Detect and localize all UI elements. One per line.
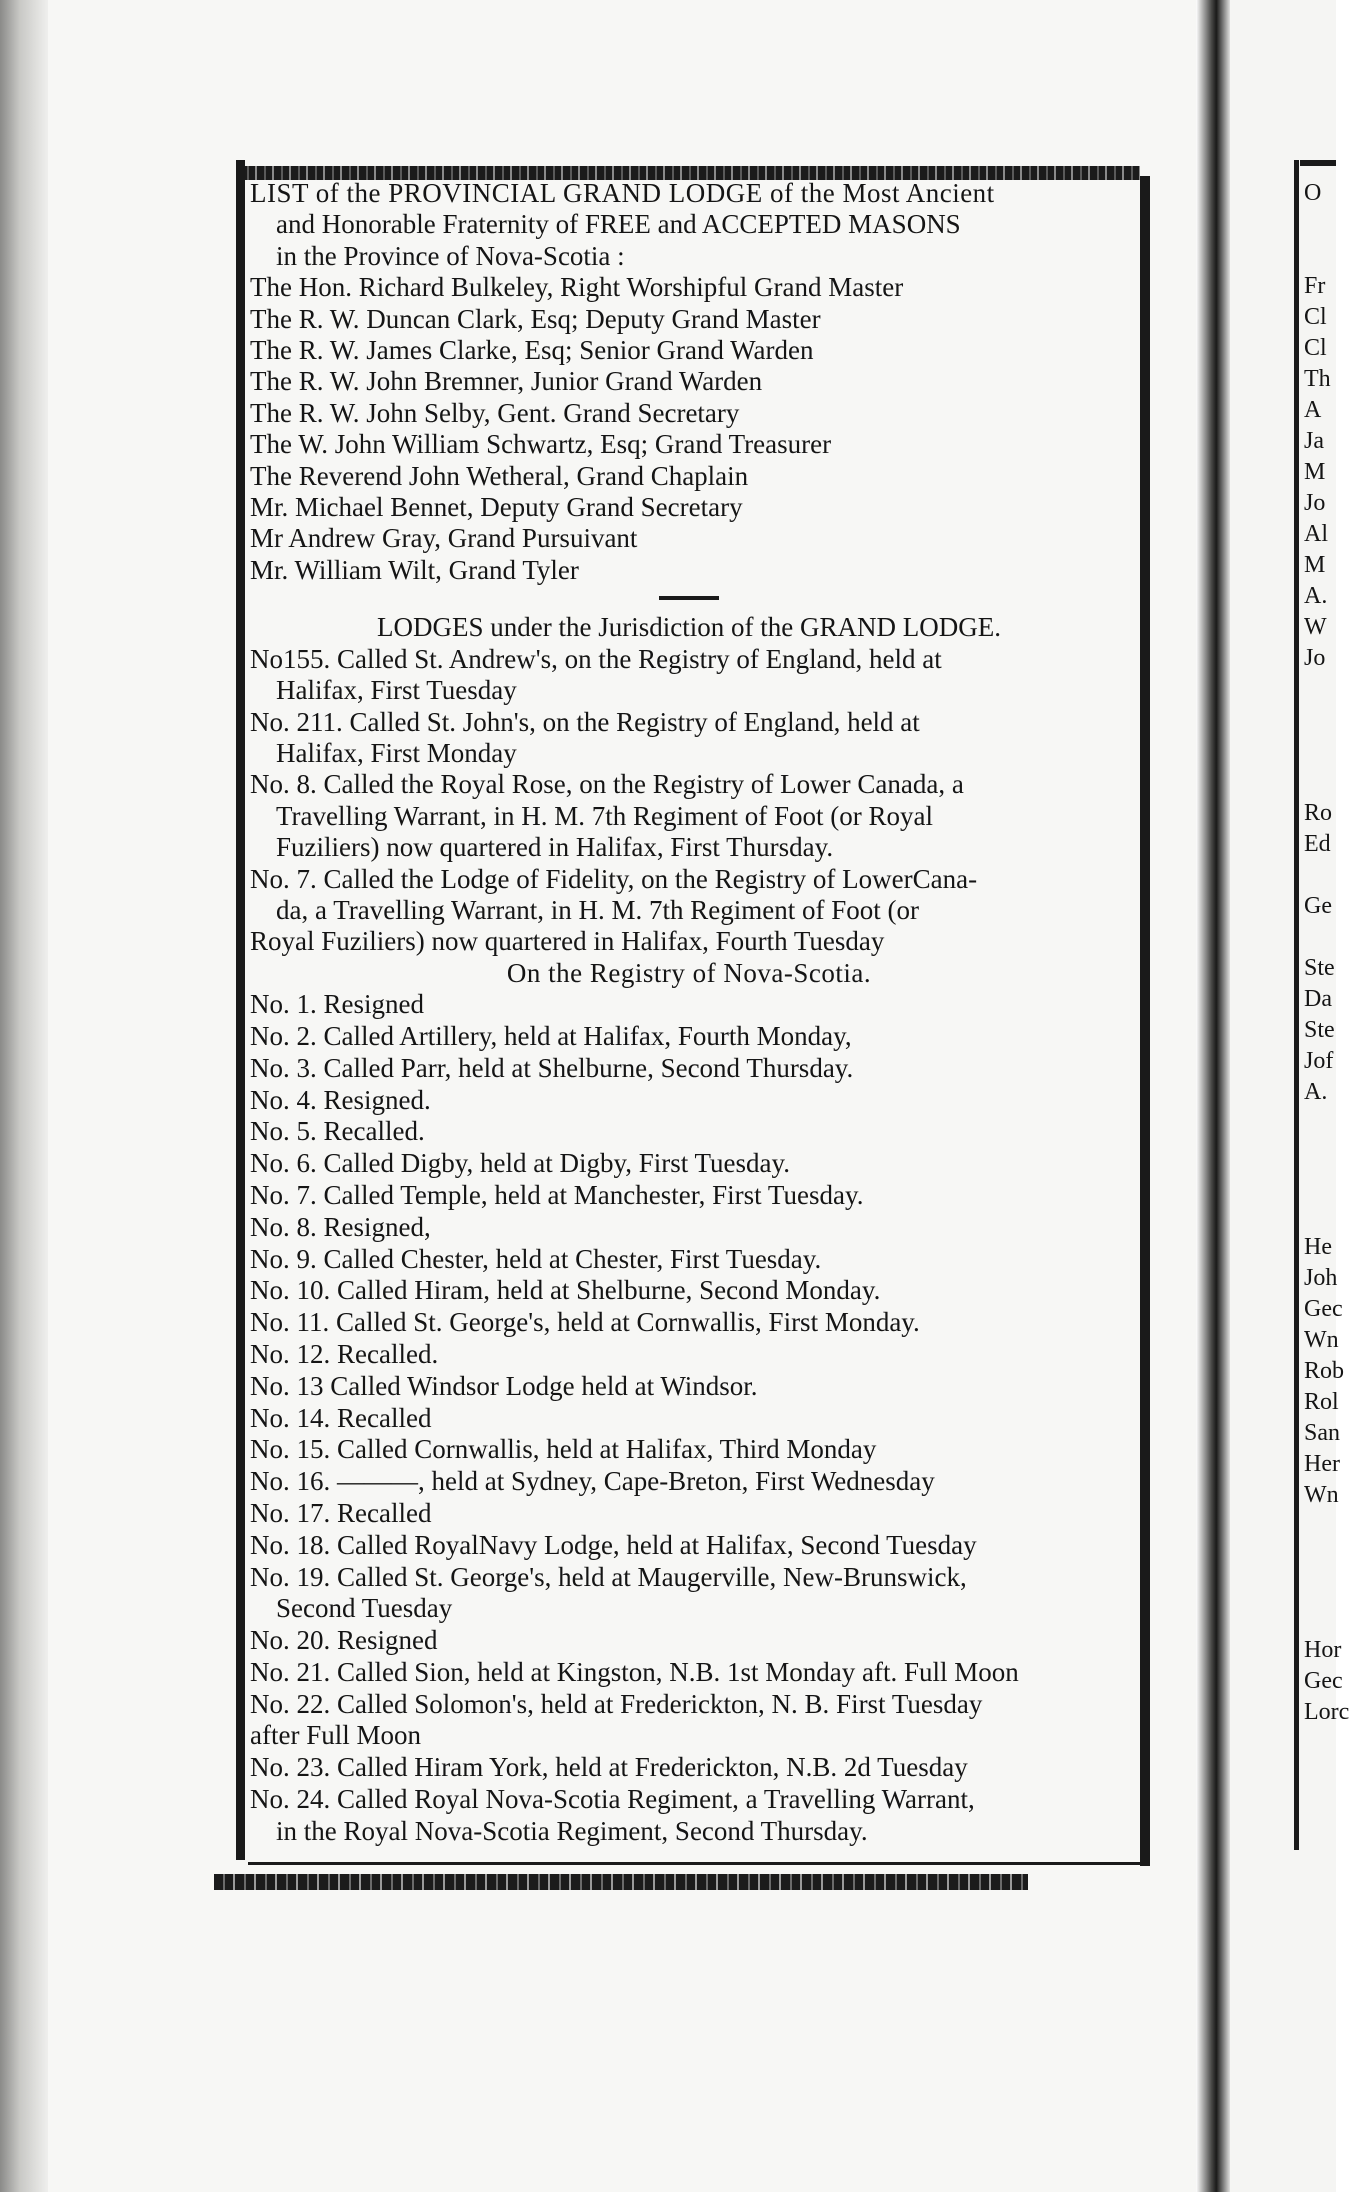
page-left-shadow <box>0 0 50 2192</box>
officer-entry: The R. W. John Selby, Gent. Grand Secretary <box>250 397 740 428</box>
lodge-entry-cont: Halifax, First Tuesday <box>276 675 517 706</box>
adjacent-page-line: Her <box>1304 1451 1340 1477</box>
adjacent-page-line <box>1304 1604 1336 1635</box>
lodge-entry: No. 10. Called Hiram, held at Shelburne, Second Monday. <box>250 1275 881 1306</box>
adjacent-page-line <box>1304 1542 1336 1573</box>
adjacent-page-line: Jo <box>1304 490 1326 516</box>
adjacent-page-line: San <box>1304 1420 1340 1446</box>
adjacent-page-line: Wn <box>1304 1327 1339 1353</box>
adjacent-page-line <box>1304 1201 1336 1232</box>
adjacent-page-line: Jo <box>1304 645 1326 671</box>
adjacent-page-line: Gec <box>1304 1296 1343 1322</box>
adjacent-page-line <box>1304 1170 1336 1201</box>
adjacent-page-frame <box>1294 160 1299 1850</box>
lodge-entry-cont: Fuziliers) now quartered in Halifax, First Thursday. <box>276 832 834 863</box>
lodge-entry: No. 4. Resigned. <box>250 1084 431 1115</box>
lodges-heading: LODGES under the Jurisdiction of the GRAND LODGE. <box>377 612 1001 643</box>
adjacent-page-line: Ste <box>1304 1017 1335 1043</box>
adjacent-page-line: Th <box>1304 366 1331 392</box>
lodge-entry: No. 6. Called Digby, held at Digby, First Tuesday. <box>250 1148 790 1179</box>
document-header <box>250 178 1128 272</box>
lodge-entry: No. 18. Called RoyalNavy Lodge, held at Halifax, Second Tuesday <box>250 1529 977 1560</box>
lodge-entry: No. 14. Recalled <box>250 1402 432 1433</box>
lodge-entry: No. 5. Recalled. <box>250 1116 425 1147</box>
lodge-entry: No. 20. Resigned <box>250 1625 438 1656</box>
adjacent-page-line: Gec <box>1304 1668 1343 1694</box>
adjacent-page-line: Wn <box>1304 1482 1339 1508</box>
adjacent-page-line <box>1304 736 1336 767</box>
lodge-entry: No. 16. ———, held at Sydney, Cape-Breton, First Wednesday <box>250 1466 935 1497</box>
adjacent-page-line <box>1304 767 1336 798</box>
nova-scotia-heading: On the Registry of Nova-Scotia. <box>506 957 872 988</box>
lodge-entry-cont: Halifax, First Monday <box>276 737 517 768</box>
adjacent-page-line: Lorc <box>1304 1699 1349 1725</box>
adjacent-page-line: Ro <box>1304 800 1333 826</box>
lodge-entry: No. 7. Called Temple, held at Manchester, First Tuesday. <box>250 1179 864 1210</box>
adjacent-page-line <box>1304 1108 1336 1139</box>
adjacent-page-line <box>1304 209 1336 240</box>
adjacent-page-line <box>1304 1573 1336 1604</box>
adjacent-page-line <box>1304 922 1336 953</box>
lodge-entry: No. 9. Called Chester, held at Chester, First Tuesday. <box>250 1243 822 1274</box>
lodge-entry: No. 3. Called Parr, held at Shelburne, Second Thursday. <box>250 1052 854 1083</box>
officer-entry: The R. W. Duncan Clark, Esq; Deputy Grand Master <box>250 303 821 334</box>
title-line-2: and Honorable Fraternity of FREE and ACCEPTED MASONS <box>276 209 961 240</box>
officer-entry: The R. W. James Clarke, Esq; Senior Grand Warden <box>250 335 814 366</box>
adjacent-page-line: Rol <box>1304 1389 1339 1415</box>
lodge-entry: No. 7. Called the Lodge of Fidelity, on the Registry of LowerCana- <box>250 863 978 894</box>
officer-entry: The W. John William Schwartz, Esq; Grand Treasurer <box>250 429 832 460</box>
adjacent-page-line: Ge <box>1304 893 1332 919</box>
book-gutter <box>1196 0 1230 2192</box>
adjacent-page-line: Al <box>1304 521 1328 547</box>
adjacent-page-line: Hor <box>1304 1637 1342 1663</box>
lodge-entry: No. 13 Called Windsor Lodge held at Windsor. <box>250 1370 758 1401</box>
lodge-entry: No155. Called St. Andrew's, on the Registry of England, held at <box>250 643 942 674</box>
adjacent-page-line: O <box>1304 180 1322 206</box>
adjacent-page-line <box>1304 240 1336 271</box>
adjacent-page-line: Jof <box>1304 1048 1334 1074</box>
lodge-entry: No. 23. Called Hiram York, held at Frederickton, N.B. 2d Tuesday <box>250 1752 968 1783</box>
lodge-entry-cont: Royal Fuziliers) now quartered in Halifax, Fourth Tuesday <box>250 926 885 957</box>
officer-entry: The R. W. John Bremner, Junior Grand Warden <box>250 366 763 397</box>
adjacent-page-line: M <box>1304 552 1326 578</box>
title-line-3: in the Province of Nova-Scotia : <box>276 240 625 271</box>
section-divider <box>659 596 719 600</box>
adjacent-page-line: Ed <box>1304 831 1331 857</box>
lodge-entry: No. 2. Called Artillery, held at Halifax, Fourth Monday, <box>250 1020 852 1051</box>
lodge-entry: No. 15. Called Cornwallis, held at Halifax, Third Monday <box>250 1434 877 1465</box>
bottom-ornamental-rule <box>214 1874 1028 1890</box>
lodge-entry: No. 22. Called Solomon's, held at Frederickton, N. B. First Tuesday <box>250 1688 983 1719</box>
lodge-entry: No. 12. Recalled. <box>250 1338 439 1369</box>
adjacent-page-line <box>1304 705 1336 736</box>
adjacent-page-line: Cl <box>1304 304 1327 330</box>
adjacent-page-line: A. <box>1304 1079 1328 1105</box>
title-line-1: LIST of the PROVINCIAL GRAND LODGE of the Most Ancient <box>250 178 995 208</box>
lodge-entry: No. 11. Called St. George's, held at Cornwallis, First Monday. <box>250 1307 920 1338</box>
adjacent-page-line: Rob <box>1304 1358 1345 1384</box>
lodge-entry: No. 8. Called the Royal Rose, on the Registry of Lower Canada, a <box>250 769 964 800</box>
lodge-entry-cont: in the Royal Nova-Scotia Regiment, Second Thursday. <box>276 1815 868 1846</box>
adjacent-page-line: A. <box>1304 583 1328 609</box>
adjacent-page-line: A <box>1304 397 1322 423</box>
lodge-entry: No. 24. Called Royal Nova-Scotia Regiment, a Travelling Warrant, <box>250 1784 975 1815</box>
officers-list <box>250 272 1128 586</box>
frame-bottom-border <box>248 1862 1146 1865</box>
adjacent-page-line: Ste <box>1304 955 1335 981</box>
lodge-entry: No. 8. Resigned, <box>250 1211 431 1242</box>
lodge-entry-cont: da, a Travelling Warrant, in H. M. 7th Regiment of Foot (or <box>276 894 920 925</box>
lodge-entry-cont: Second Tuesday <box>276 1593 453 1624</box>
adjacent-page-line: W <box>1304 614 1327 640</box>
adjacent-page-line <box>1304 674 1336 705</box>
lodge-entry: No. 19. Called St. George's, held at Maugerville, New-Brunswick, <box>250 1561 967 1592</box>
adjacent-page-rule <box>1300 160 1336 166</box>
frame-left-border <box>236 160 245 1860</box>
officer-entry: The Hon. Richard Bulkeley, Right Worshipful Grand Master <box>250 272 904 303</box>
adjacent-page-line: M <box>1304 459 1326 485</box>
adjacent-page-line: Joh <box>1304 1265 1338 1291</box>
adjacent-page-text <box>1304 178 1349 1728</box>
nova-scotia-lodges-list <box>250 989 1128 1848</box>
adjacent-page-line <box>1304 1511 1336 1542</box>
adjacent-page-line <box>1304 860 1336 891</box>
frame-right-border <box>1140 176 1150 1866</box>
lodge-entry-cont: after Full Moon <box>250 1720 421 1751</box>
adjacent-page-line: Ja <box>1304 428 1324 454</box>
adjacent-page-line: Fr <box>1304 273 1326 299</box>
officer-entry: The Reverend John Wetheral, Grand Chaplain <box>250 460 749 491</box>
officer-entry: Mr Andrew Gray, Grand Pursuivant <box>250 523 638 554</box>
lodge-entry-cont: Travelling Warrant, in H. M. 7th Regiment of Foot (or Royal <box>276 800 934 831</box>
adjacent-page-line: Cl <box>1304 335 1327 361</box>
officer-entry: Mr. William Wilt, Grand Tyler <box>250 554 579 585</box>
england-lodges-list <box>250 644 1128 958</box>
lodge-entry: No. 1. Resigned <box>250 989 424 1020</box>
adjacent-page-line: He <box>1304 1234 1332 1260</box>
document-body <box>250 178 1128 1848</box>
lodge-entry: No. 211. Called St. John's, on the Registry of England, held at <box>250 706 920 737</box>
lodge-entry: No. 21. Called Sion, held at Kingston, N.B. 1st Monday aft. Full Moon <box>250 1656 1019 1687</box>
lodge-entry: No. 17. Recalled <box>250 1497 432 1528</box>
adjacent-page-line <box>1304 1139 1336 1170</box>
officer-entry: Mr. Michael Bennet, Deputy Grand Secretary <box>250 492 743 523</box>
adjacent-page-line: Da <box>1304 986 1332 1012</box>
